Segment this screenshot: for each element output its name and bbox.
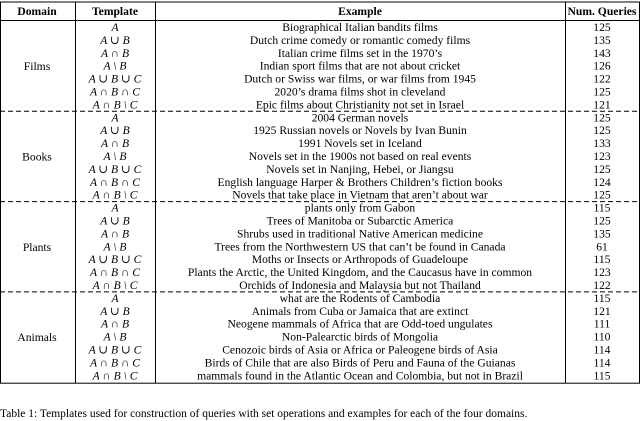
template-cell: A ∪ B: [100, 33, 130, 47]
num-queries-cell: 115: [593, 253, 611, 267]
header-template: Template: [92, 5, 138, 18]
header-example: Example: [338, 5, 382, 18]
example-cell: Plants the Arctic, the United Kingdom, and the Caucasus have in common: [187, 266, 533, 280]
num-queries-cell: 125: [593, 214, 611, 228]
num-queries-cell: 122: [593, 279, 611, 292]
example-cell: 2020’s drama films shot in cleveland: [274, 85, 446, 99]
template-cell: A ∪ B: [100, 214, 130, 228]
example-cell: Birds of Chile that are also Birds of Peru and Fauna of the Guianas: [204, 356, 516, 370]
num-queries-cell: 61: [596, 240, 608, 254]
template-cell: A \ B: [103, 150, 127, 163]
example-cell: plants only from Gabon: [304, 201, 416, 215]
template-cell: A ∩ B \ C: [92, 188, 138, 202]
example-cell: Animals from Cuba or Jamaica that are extinct: [251, 304, 469, 318]
num-queries-cell: 121: [593, 98, 611, 112]
example-cell: Orchids of Indonesia and Malaysia but not Thailand: [239, 279, 481, 292]
domain-label-books: Books: [22, 150, 52, 164]
num-queries-cell: 114: [593, 356, 611, 370]
num-queries-cell: 114: [593, 343, 611, 357]
example-cell: Indian sport films that are not about cricket: [259, 59, 461, 73]
template-cell: A: [111, 21, 119, 34]
table-caption: Table 1: Templates used for construction of queries with set operations and examples for each of the four domains.: [0, 408, 528, 420]
num-queries-cell: 115: [593, 201, 611, 215]
template-cell: A ∩ B ∩ C: [89, 175, 141, 189]
example-cell: 1925 Russian novels or Novels by Ivan Bunin: [253, 124, 467, 138]
template-cell: A ∩ B: [100, 137, 130, 151]
example-cell: Neogene mammals of Africa that are Odd-toed ungulates: [227, 317, 493, 331]
template-cell: A \ B: [103, 59, 127, 73]
header-num-queries: Num. Queries: [567, 5, 637, 18]
template-cell: A ∪ B ∪ C: [88, 253, 142, 267]
template-cell: A ∩ B: [100, 317, 130, 331]
num-queries-cell: 125: [593, 111, 611, 125]
example-cell: 1991 Novels set in Iceland: [298, 137, 422, 151]
example-cell: 2004 German novels: [311, 111, 409, 125]
template-cell: A: [111, 201, 119, 215]
num-queries-cell: 121: [593, 304, 611, 318]
example-cell: Italian crime films set in the 1970’s: [277, 46, 443, 60]
template-cell: A ∩ B \ C: [92, 98, 138, 112]
example-cell: Trees of Manitoba or Subarctic America: [266, 214, 454, 228]
num-queries-cell: 143: [593, 46, 611, 60]
domain-label-animals: Animals: [17, 331, 57, 345]
template-cell: A \ B: [103, 240, 127, 254]
num-queries-cell: 111: [593, 317, 611, 331]
example-cell: Moths or Insects or Arthropods of Guadeloupe: [251, 253, 469, 267]
example-cell: Novels set in the 1900s not based on real events: [248, 150, 472, 163]
num-queries-cell: 125: [593, 162, 611, 176]
example-cell: Shrubs used in traditional Native American medicine: [237, 227, 483, 241]
template-cell: A ∩ B ∩ C: [89, 356, 141, 370]
template-cell: A \ B: [103, 330, 127, 344]
num-queries-cell: 135: [593, 227, 611, 241]
example-cell: Epic films about Christianity not set in Israel: [255, 98, 465, 112]
num-queries-cell: 125: [593, 21, 611, 34]
example-cell: Biographical Italian bandits films: [282, 21, 438, 34]
template-cell: A ∩ B \ C: [92, 279, 138, 292]
num-queries-cell: 135: [593, 33, 611, 47]
num-queries-cell: 126: [593, 59, 611, 73]
num-queries-cell: 122: [593, 72, 611, 86]
template-cell: A: [111, 291, 119, 305]
example-cell: Dutch crime comedy or romantic comedy films: [249, 33, 471, 47]
example-cell: Trees from the Northwestern US that can’t be found in Canada: [214, 240, 506, 254]
template-cell: A: [111, 111, 119, 125]
domain-label-plants: Plants: [22, 240, 52, 254]
example-cell: English language Harper & Brothers Children’s fiction books: [217, 175, 503, 189]
template-cell: A ∪ B ∪ C: [88, 343, 142, 357]
domain-label-films: Films: [23, 60, 51, 74]
example-cell: what are the Rodents of Cambodia: [279, 291, 441, 305]
template-cell: A ∩ B ∩ C: [89, 266, 141, 280]
template-cell: A ∩ B: [100, 227, 130, 241]
num-queries-cell: 125: [593, 188, 611, 202]
num-queries-cell: 110: [593, 330, 611, 344]
example-cell: mammals found in the Atlantic Ocean and Colombia, but not in Brazil: [197, 369, 523, 383]
template-cell: A ∪ B ∪ C: [88, 162, 142, 176]
num-queries-cell: 115: [593, 291, 611, 305]
example-cell: Novels set in Nanjing, Hebei, or Jiangsu: [266, 162, 454, 176]
num-queries-cell: 125: [593, 85, 611, 99]
example-cell: Cenozoic birds of Asia or Africa or Paleogene birds of Asia: [222, 343, 498, 357]
num-queries-cell: 115: [593, 369, 611, 383]
num-queries-cell: 125: [593, 124, 611, 138]
header-domain: Domain: [17, 5, 57, 18]
template-cell: A ∪ B: [100, 304, 130, 318]
template-cell: A ∩ B ∩ C: [89, 85, 141, 99]
num-queries-cell: 123: [593, 150, 611, 163]
template-cell: A ∩ B \ C: [92, 369, 138, 383]
template-cell: A ∪ B ∪ C: [88, 72, 142, 86]
num-queries-cell: 133: [593, 137, 611, 151]
template-cell: A ∩ B: [100, 46, 130, 60]
template-cell: A ∪ B: [100, 124, 130, 138]
num-queries-cell: 123: [593, 266, 611, 280]
example-cell: Novels that take place in Vietnam that aren’t about war: [232, 188, 488, 202]
example-cell: Non-Palearctic birds of Mongolia: [281, 330, 439, 344]
num-queries-cell: 124: [593, 175, 611, 189]
example-cell: Dutch or Swiss war films, or war films from 1945: [244, 72, 476, 86]
